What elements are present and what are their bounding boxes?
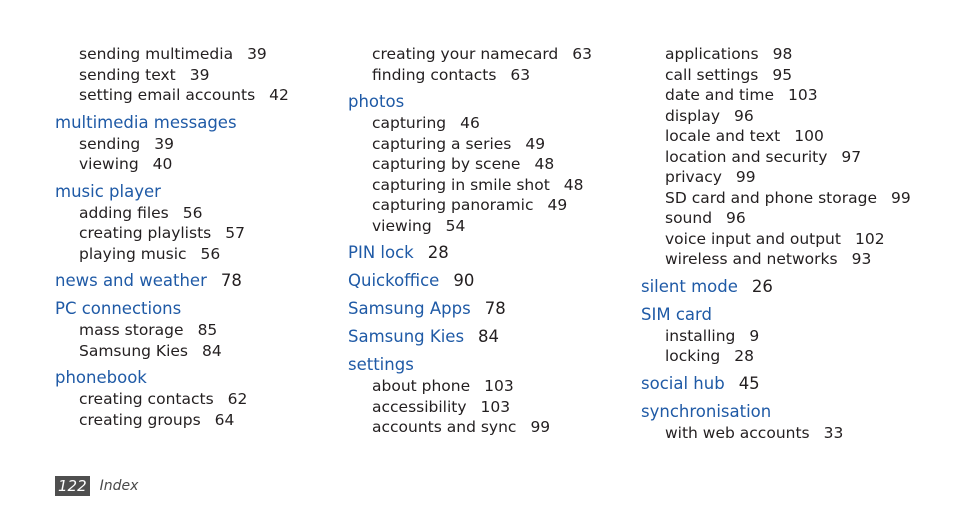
index-subentry-label: accounts and sync	[372, 418, 517, 436]
index-heading-label: phonebook	[55, 368, 147, 387]
index-heading-page: 78	[484, 299, 506, 318]
page-number: 122	[55, 476, 90, 496]
index-heading	[55, 270, 335, 292]
index-entry	[348, 298, 628, 320]
index-heading	[641, 373, 921, 395]
index-subentry-page: 93	[851, 250, 872, 268]
index-subentry-page: 85	[197, 321, 218, 339]
index-subentry	[348, 113, 628, 134]
index-subentry	[348, 376, 628, 397]
index-subentry-label: location and security	[665, 147, 828, 166]
index-subentry-label: locking	[665, 347, 721, 365]
index-entry	[641, 401, 921, 444]
index-subentry-label: sending	[79, 134, 141, 153]
index-subentry	[641, 249, 921, 270]
index-heading	[348, 354, 628, 376]
index-subentry	[55, 244, 335, 265]
index-subentry-label: SD card and phone storage	[665, 188, 877, 207]
index-subentry	[641, 423, 921, 444]
index-subentry-page: 62	[227, 390, 248, 408]
index-heading	[641, 304, 921, 326]
index-heading-label: Samsung Kies	[348, 327, 465, 346]
section-label: Index	[99, 478, 139, 494]
index-subentry-label: sending multimedia	[79, 45, 234, 63]
index-subentry-page: 63	[510, 65, 531, 84]
index-subentry-page: 39	[189, 65, 210, 84]
index-subentry-page: 56	[200, 244, 221, 263]
index-heading	[348, 91, 628, 113]
index-subentry-label: viewing	[372, 216, 432, 235]
index-subentry-page: 49	[547, 196, 568, 214]
index-subentry-page: 40	[152, 155, 173, 173]
index-subentry	[55, 44, 335, 65]
index-subentry-page: 103	[484, 377, 514, 395]
index-subentry	[641, 106, 921, 127]
index-subentry	[55, 154, 335, 175]
index-subentry-label: date and time	[665, 86, 774, 104]
index-subentry	[55, 410, 335, 431]
index-entry	[348, 354, 628, 438]
index-column-3	[641, 44, 921, 443]
index-subentry	[55, 65, 335, 86]
index-subentry	[55, 341, 335, 362]
index-entry	[55, 44, 335, 106]
index-entry	[55, 270, 335, 292]
index-subentry	[641, 346, 921, 367]
index-heading	[348, 242, 628, 264]
index-subentry	[348, 44, 628, 65]
index-subentry-label: with web accounts	[665, 423, 810, 442]
index-subentry-page: 64	[214, 410, 235, 429]
index-subentry-page: 96	[734, 106, 754, 125]
index-heading	[348, 298, 628, 320]
index-subentry-page: 103	[787, 86, 818, 104]
index-heading-label: Quickoffice	[348, 271, 440, 290]
index-subentry-page: 96	[726, 209, 746, 227]
index-entry	[641, 44, 921, 270]
index-heading	[55, 112, 335, 134]
index-subentry	[55, 203, 335, 224]
index-subentry	[55, 85, 335, 106]
index-subentry	[348, 134, 628, 155]
index-subentry-label: creating playlists	[79, 224, 212, 242]
index-subentry-label: capturing by scene	[372, 155, 521, 173]
index-subentry-page: 57	[225, 224, 245, 242]
index-heading-label: silent mode	[641, 276, 738, 296]
index-entry	[348, 44, 628, 85]
index-subentry	[641, 167, 921, 188]
index-subentry-label: installing	[665, 326, 736, 345]
index-subentry	[348, 216, 628, 237]
index-subentry	[641, 85, 921, 106]
index-heading	[641, 401, 921, 423]
index-column-2	[348, 44, 628, 438]
index-subentry	[641, 65, 921, 86]
index-entry	[55, 181, 335, 265]
index-heading	[55, 181, 335, 203]
index-subentry-label: sound	[665, 209, 713, 227]
index-heading-label: PIN lock	[348, 243, 414, 262]
index-subentry-label: playing music	[79, 244, 187, 263]
index-entry	[55, 367, 335, 430]
index-subentry-page: 63	[572, 45, 592, 63]
index-subentry-page: 102	[854, 229, 885, 248]
index-heading	[641, 276, 921, 298]
index-entry	[641, 373, 921, 395]
index-subentry	[641, 126, 921, 147]
index-subentry-label: finding contacts	[372, 65, 497, 84]
index-heading-label: settings	[348, 355, 414, 374]
index-heading-label: news and weather	[55, 271, 207, 290]
index-subentry-label: accessibility	[372, 397, 467, 416]
index-heading	[348, 326, 628, 348]
index-subentry-label: voice input and output	[665, 229, 841, 248]
index-subentry-label: capturing a series	[372, 134, 512, 153]
index-subentry-label: creating your namecard	[372, 45, 559, 63]
index-heading-page: 90	[453, 271, 475, 290]
index-heading-label: PC connections	[55, 299, 182, 318]
index-entry	[55, 298, 335, 361]
index-subentry-label: about phone	[372, 377, 471, 395]
index-subentry-label: call settings	[665, 65, 759, 84]
index-subentry	[641, 326, 921, 347]
index-entry	[348, 91, 628, 236]
index-subentry-page: 99	[735, 168, 756, 186]
index-entry	[641, 304, 921, 367]
index-subentry-page: 97	[841, 147, 862, 166]
index-subentry-label: capturing in smile shot	[372, 175, 550, 194]
index-subentry-page: 48	[563, 175, 584, 194]
index-subentry	[348, 195, 628, 216]
index-heading-page: 26	[751, 276, 773, 296]
index-subentry-label: capturing	[372, 114, 447, 132]
index-subentry-page: 98	[772, 45, 793, 63]
index-heading-label: Samsung Apps	[348, 299, 471, 318]
index-subentry-page: 99	[891, 188, 911, 207]
index-subentry-label: sending text	[79, 65, 176, 84]
index-subentry-page: 56	[182, 203, 203, 222]
index-column-1	[55, 44, 335, 430]
index-subentry-label: wireless and networks	[665, 250, 838, 268]
index-subentry-page: 54	[445, 216, 466, 235]
index-subentry-page: 84	[202, 341, 222, 360]
index-subentry-page: 39	[247, 45, 267, 63]
index-entry	[348, 242, 628, 264]
index-heading-label: music player	[55, 181, 161, 201]
index-heading-label: synchronisation	[641, 401, 772, 421]
index-heading-label: SIM card	[641, 304, 712, 324]
index-subentry-page: 33	[823, 423, 844, 442]
index-subentry-page: 48	[534, 155, 555, 173]
index-subentry-page: 99	[530, 418, 551, 436]
index-heading-page: 84	[478, 327, 500, 346]
index-subentry-label: applications	[665, 45, 759, 63]
index-heading	[348, 270, 628, 292]
index-subentry	[348, 154, 628, 175]
index-heading	[55, 367, 335, 389]
index-entry	[55, 112, 335, 175]
index-subentry-label: creating contacts	[79, 390, 214, 408]
index-subentry-label: mass storage	[79, 321, 184, 339]
index-heading-page: 28	[427, 243, 449, 262]
index-subentry	[641, 188, 921, 209]
index-entry	[348, 326, 628, 348]
index-heading	[55, 298, 335, 320]
index-subentry-page: 46	[460, 114, 480, 132]
index-subentry	[641, 44, 921, 65]
index-heading-label: multimedia messages	[55, 112, 237, 132]
index-subentry-label: privacy	[665, 168, 722, 186]
index-subentry-page: 100	[794, 127, 824, 145]
index-subentry-label: setting email accounts	[79, 86, 256, 104]
index-subentry-label: creating groups	[79, 410, 201, 429]
index-subentry	[55, 389, 335, 410]
index-heading-page: 45	[738, 373, 760, 393]
index-subentry-page: 42	[269, 86, 289, 104]
index-subentry	[641, 229, 921, 250]
index-subentry-label: viewing	[79, 155, 139, 173]
index-subentry-page: 49	[525, 134, 546, 153]
index-subentry-page: 28	[734, 347, 754, 365]
index-entry	[641, 276, 921, 298]
index-subentry	[55, 223, 335, 244]
index-entry	[348, 270, 628, 292]
index-subentry	[348, 65, 628, 86]
index-subentry	[641, 208, 921, 229]
index-subentry	[348, 397, 628, 418]
index-heading-page: 78	[220, 271, 242, 290]
index-subentry-label: capturing panoramic	[372, 196, 534, 214]
index-subentry-label: adding files	[79, 203, 169, 222]
index-subentry	[55, 134, 335, 155]
index-subentry-page: 39	[154, 134, 174, 153]
index-subentry-label: display	[665, 106, 721, 125]
index-heading-label: photos	[348, 92, 405, 111]
index-subentry-page: 103	[480, 397, 511, 416]
index-subentry	[55, 320, 335, 341]
page-footer	[55, 476, 138, 496]
index-subentry	[641, 147, 921, 168]
index-subentry-label: Samsung Kies	[79, 341, 189, 360]
index-subentry	[348, 417, 628, 438]
index-heading-label: social hub	[641, 373, 725, 393]
index-subentry-label: locale and text	[665, 127, 781, 145]
index-subentry-page: 9	[749, 326, 760, 345]
index-subentry-page: 95	[772, 65, 793, 84]
index-subentry	[348, 175, 628, 196]
